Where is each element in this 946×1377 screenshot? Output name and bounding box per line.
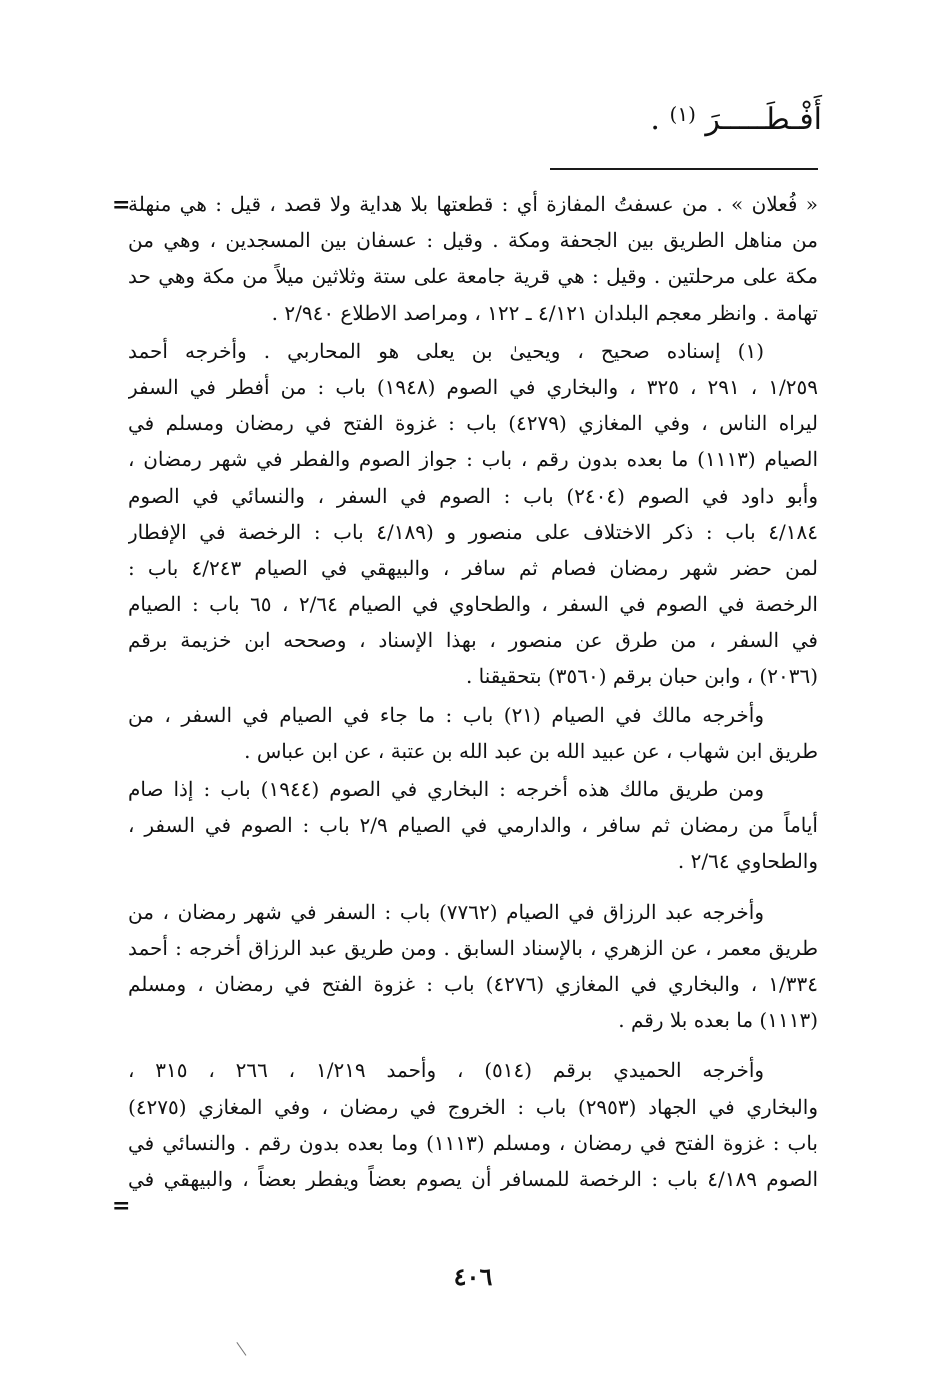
main-word: أَفْـطَـــــرَ (705, 102, 822, 137)
footnote-line: والبخاري في الجهاد (٢٩٥٣) باب : الخروج في رمضان ، وفي المغازي (٤٢٧٥) (128, 1094, 818, 1119)
footnote-line: طريق معمر ، عن الزهري ، بالإسناد السابق . ومن طريق عبد الرزاق أخرجه : أحمد (128, 935, 818, 960)
footnote-line: (١) إسناده صحيح ، ويحيىٰ بن يعلى هو المحاربي . وأخرجه أحمد (128, 338, 764, 363)
footnote-line: ١/٢٥٩ ، ٢٩١ ، ٣٢٥ ، والبخاري في الصوم (١٩٤٨) باب : من أفطر في السفر (128, 374, 818, 399)
footnote-line: والطحاوي ٢/٦٤ . (677, 849, 818, 874)
footnote-line: وأبو داود في الصوم (٢٤٠٤) باب : الصوم في السفر ، والنسائي في الصوم (128, 483, 818, 508)
main-text (650, 102, 822, 137)
footnote-line: تهامة . وانظر معجم البلدان ٤/١٢١ ـ ١٢٢ ، ومراصد الاطلاع ٢/٩٤٠ . (271, 300, 818, 325)
footnote-line: وأخرجه مالك في الصيام (٢١) باب : ما جاء في الصيام في السفر ، من (128, 702, 764, 727)
footnote-line: ١/٣٣٤ ، والبخاري في المغازي (٤٢٧٦) باب : غزوة الفتح في رمضان ، ومسلم (128, 971, 818, 996)
footnote-line: « فُعلان » . من عسفتُ المفازة أي : قطعتها بلا هداية ولا قصد ، قيل : هي منهلة (128, 192, 818, 216)
footnote-line: مكة على مرحلتين . وقيل : هي قرية جامعة على ستة وثلاثين ميلاً من مكة وهي حد (128, 264, 818, 289)
footnote-line: الصيام (١١١٣) ما بعده بدون رقم ، باب : جواز الصوم والفطر في شهر رمضان ، (128, 447, 818, 472)
footnote-line: ٤/١٨٤ باب : ذكر الاختلاف على منصور و (٤/١٨٩ باب : الرخصة في الإفطار (128, 519, 818, 544)
footnotes-block (128, 186, 818, 1197)
footnote-separator-rule (550, 168, 818, 170)
footnote-line: طريق ابن شهاب ، عن عبيد الله بن عبد الله بن عتبة ، عن ابن عباس . (244, 738, 818, 763)
continuation-mark-start: = (112, 192, 131, 218)
main-trailing-punct: . (650, 102, 670, 137)
footnote-line: وأخرجه عبد الرزاق في الصيام (٧٧٦٢) باب : السفر في شهر رمضان ، من (128, 899, 764, 924)
footnote-line: (٢٠٣٦) ، وابن حبان برقم (٣٥٦٠) بتحقيقنا . (465, 664, 818, 689)
continuation-mark-end: = (112, 1193, 131, 1219)
footnote-line: لمن حضر شهر رمضان فصام ثم سافر ، والبيهقي في الصيام ٤/٢٤٣ باب : (128, 555, 818, 580)
footnote-line: أياماً من رمضان ثم سافر ، والدارمي في الصيام ٢/٩ باب : الصوم في السفر ، (128, 813, 818, 838)
footnote-line: الصوم ٤/١٨٩ باب : الرخصة للمسافر أن يصوم بعضاً ويفطر بعضاً ، والبيهقي في (128, 1166, 818, 1191)
footnote-line: الرخصة في الصوم في السفر ، والطحاوي في الصيام ٢/٦٤ ، ٦٥ باب : الصيام (128, 592, 818, 617)
footnote-line: من مناهل الطريق بين الجحفة ومكة . وقيل : عسفان بين المسجدين ، وهي من (128, 228, 818, 253)
footnote-line: باب : غزوة الفتح في رمضان ، ومسلم (١١١٣) وما بعده بدون رقم . والنسائي في (128, 1130, 818, 1155)
footnote-line: ومن طريق مالك هذه أخرجه : البخاري في الصوم (١٩٤٤) باب : إذا صام (128, 777, 764, 801)
footnote-line: وأخرجه الحميدي برقم (٥١٤) ، وأحمد ١/٢١٩ ، ٢٦٦ ، ٣١٥ ، (128, 1058, 765, 1083)
footnote-line: (١١١٣) ما بعده بلا رقم . (618, 1008, 818, 1033)
footnote-line: ليراه الناس ، وفي المغازي (٤٢٧٩) باب : غزوة الفتح في رمضان ومسلم في (128, 411, 818, 436)
footnote-ref-marker: (١) (669, 102, 696, 126)
footnote-line: في السفر ، من طرق عن منصور ، بهذا الإسناد ، وصححه ابن خزيمة برقم (128, 628, 818, 653)
scan-stray-mark (236, 1336, 254, 1355)
page-number: ٤٠٦ (453, 1262, 493, 1291)
